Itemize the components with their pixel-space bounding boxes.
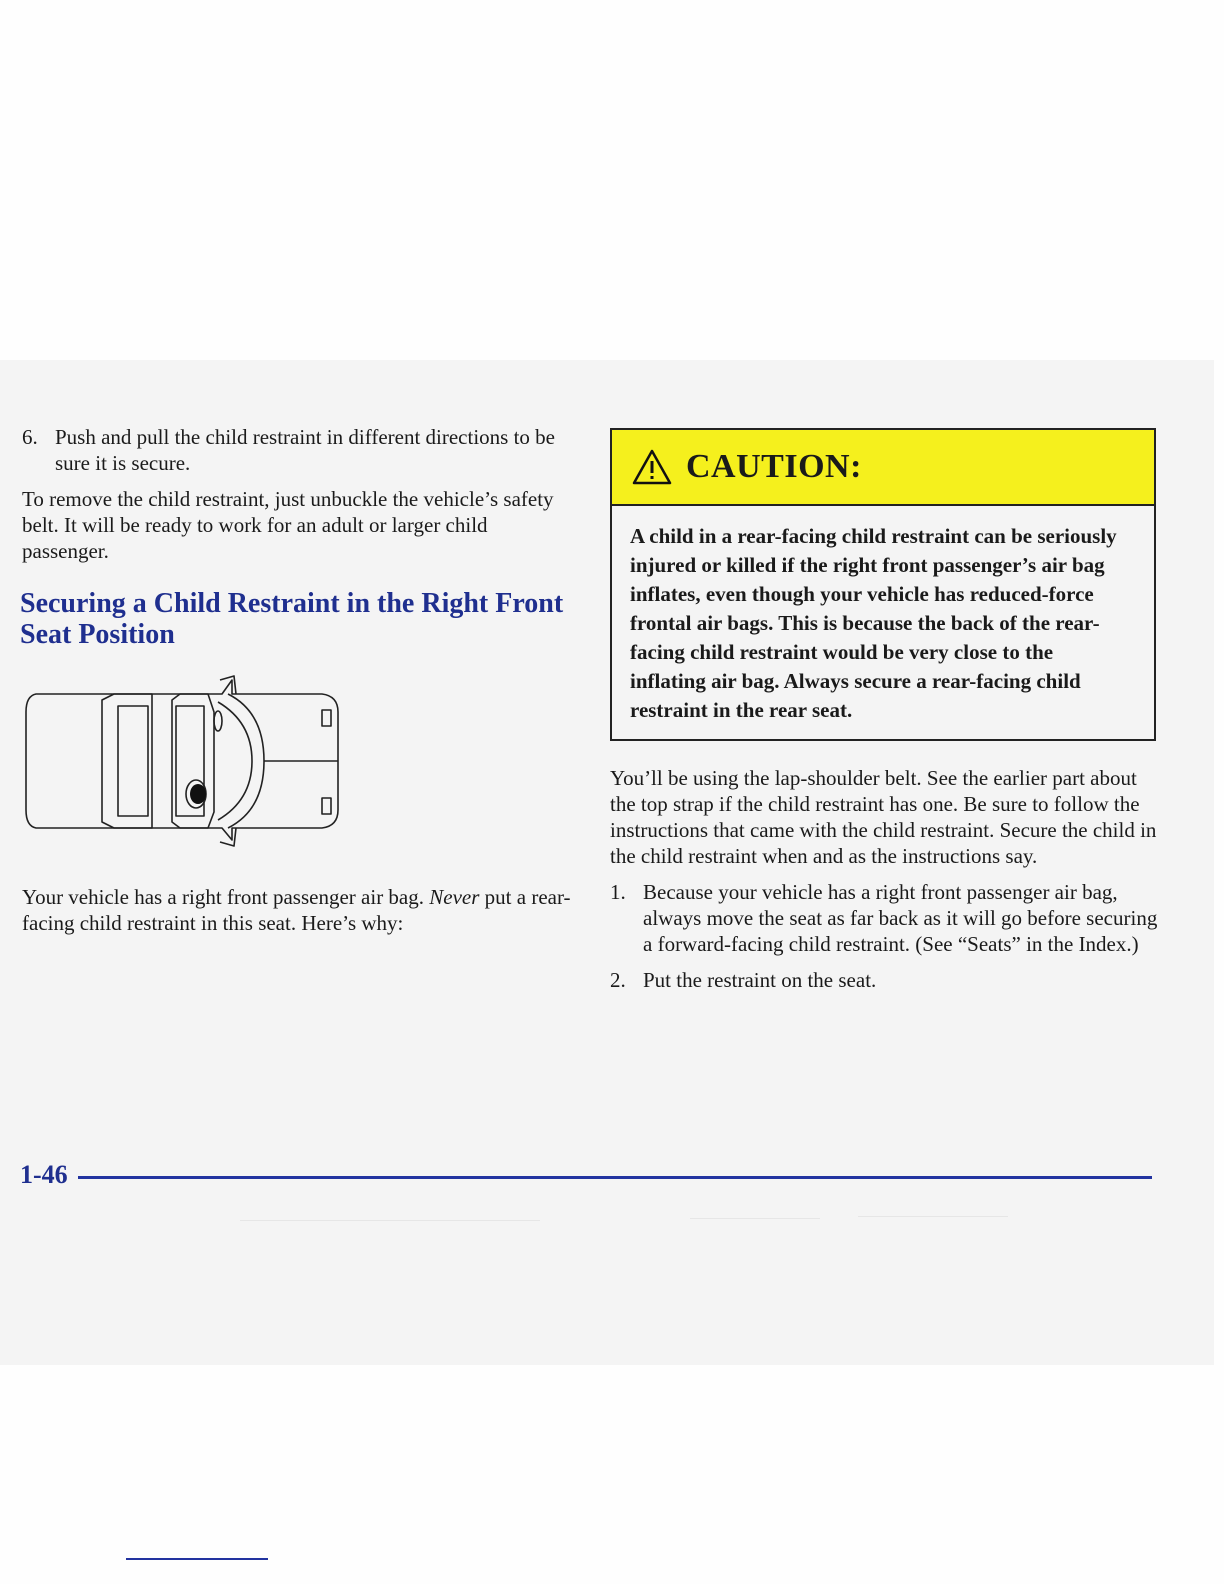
- never-emphasis: Never: [429, 885, 480, 909]
- child-seat-marker: [190, 784, 206, 804]
- caution-header: [612, 430, 1154, 506]
- step-text: Put the restraint on the seat.: [643, 968, 877, 992]
- right-text-block: [610, 765, 1160, 993]
- section-heading: Securing a Child Restraint in the Right Front Seat Position: [20, 588, 564, 650]
- footer-rule: [78, 1176, 1152, 1179]
- page-number: 1-46: [20, 1160, 68, 1189]
- step-number: 2.: [610, 968, 626, 992]
- rear-seat-shape: [102, 694, 152, 828]
- step-2: [610, 967, 1160, 993]
- scan-artifact-line: [240, 1220, 540, 1221]
- left-mirror-shape: [322, 798, 331, 814]
- step-number: 6.: [22, 425, 38, 449]
- step-1: [610, 879, 1160, 957]
- step-6: [22, 424, 572, 476]
- step-number: 1.: [610, 880, 626, 904]
- door-bottom: [220, 828, 236, 846]
- remove-restraint-paragraph: To remove the child restraint, just unbuckle the vehicle’s safety belt. It will be ready to work for an adult or larger child passenger.: [22, 487, 554, 563]
- scan-artifact-line: [690, 1218, 820, 1219]
- right-mirror-shape: [322, 710, 331, 726]
- steering-wheel: [214, 711, 222, 731]
- page-footer: [20, 1160, 1152, 1190]
- step-text: Because your vehicle has a right front passenger air bag, always move the seat as far back as it will go before securing a forward-facing child restraint. (See “Seats” in the Index.): [643, 880, 1158, 956]
- caution-body: A child in a rear-facing child restraint can be seriously injured or killed if the right front passenger’s air bag inflates, even though your vehicle has reduced-force frontal air bags. This is because the back of the rear-facing child restraint would be very close to the inflating air bag. Always secure a rear-facing child restraint in the rear seat.: [630, 524, 1117, 722]
- caution-title: CAUTION:: [686, 448, 862, 485]
- scan-artifact-line: [858, 1216, 1008, 1217]
- caution-box: [610, 428, 1156, 741]
- lap-shoulder-belt-paragraph: You’ll be using the lap-shoulder belt. See the earlier part about the top strap if the child restraint has one. Be sure to follow the instructions that came with the child restraint. Secure the child in the child restraint when and as the instructions say.: [610, 766, 1157, 868]
- warning-triangle-icon: [632, 449, 672, 485]
- air-bag-warning-paragraph: [22, 884, 582, 936]
- left-column: [22, 424, 572, 650]
- dashboard-line: [218, 702, 252, 820]
- why-text-start: Your vehicle has a right front passenger air bag.: [22, 885, 430, 909]
- why-text-end: put a rear-facing child restraint in this seat. Here’s why:: [22, 885, 571, 935]
- vehicle-top-view-illustration: [22, 672, 342, 850]
- step-text: Push and pull the child restraint in different directions to be sure it is secure.: [55, 425, 556, 475]
- right-column: [610, 428, 1160, 1003]
- rear-seat-cushion: [118, 706, 148, 816]
- bottom-link-rule: [126, 1558, 268, 1560]
